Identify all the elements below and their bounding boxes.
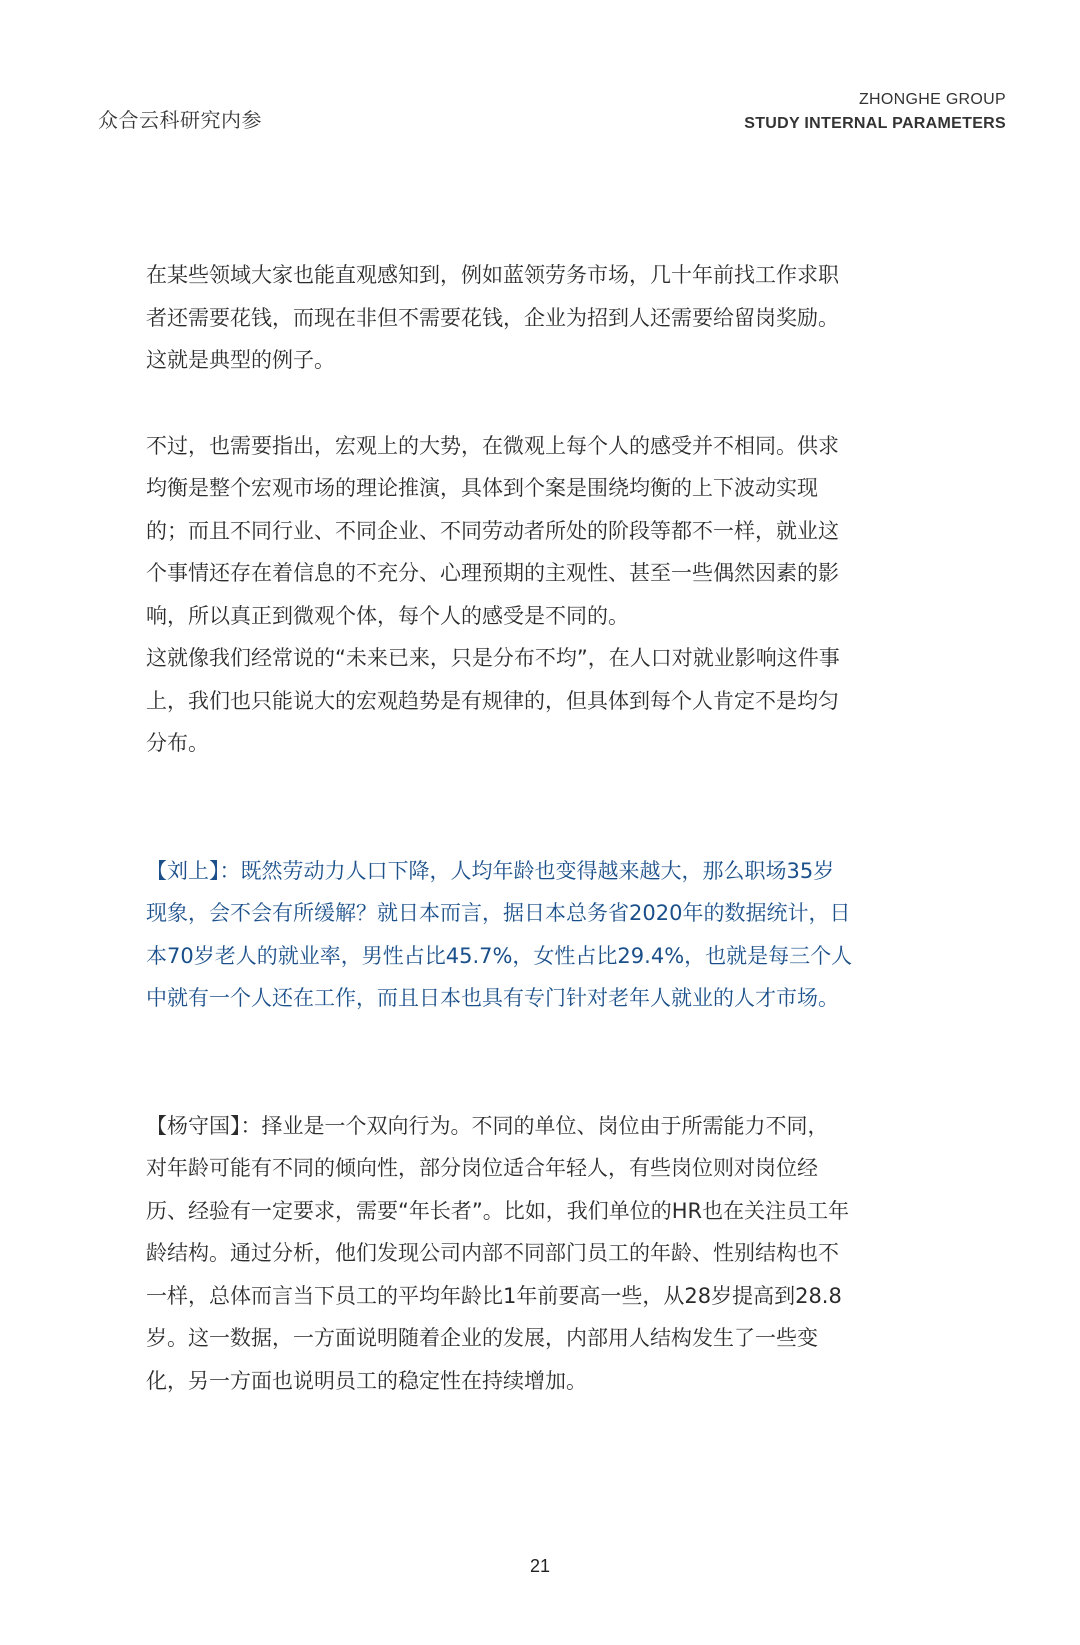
- paragraph-5-line-3: 历、经验有一定要求，需要“年长者”。比如，我们单位的HR也在关注员工年: [146, 1198, 850, 1223]
- paragraph-spacer: [146, 1020, 946, 1105]
- paragraph-3: [146, 637, 946, 765]
- paragraph-liu-shang: [146, 850, 946, 1020]
- paragraph-4-line-2: 现象，会不会有所缓解？就日本而言，据日本总务省2020年的数据统计，日: [146, 901, 851, 925]
- paragraph-3-line-1: 这就像我们经常说的“未来已来，只是分布不均”，在人口对就业影响这件事: [146, 646, 840, 670]
- paragraph-5-line-2: 对年龄可能有不同的倾向性，部分岗位适合年轻人，有些岗位则对岗位经: [146, 1156, 818, 1180]
- paragraph-5-line-5: 一样，总体而言当下员工的平均年龄比1年前要高一些，从28岁提高到28.8: [146, 1283, 842, 1308]
- group-subtitle: STUDY INTERNAL PARAMETERS: [744, 115, 1006, 132]
- page-number: 21: [529, 1556, 551, 1576]
- paragraph-2-line-1: 不过，也需要指出，宏观上的大势，在微观上每个人的感受并不相同。供求: [146, 433, 839, 458]
- paragraph-2: [146, 425, 946, 638]
- group-header: [744, 88, 1006, 136]
- article-body: [146, 254, 946, 1402]
- paragraph-2-line-4: 个事情还存在着信息的不充分、心理预期的主观性、甚至一些偶然因素的影: [146, 561, 839, 585]
- paragraph-4-line-3: 本70岁老人的就业率，男性占比45.7%，女性占比29.4%，也就是每三个人: [146, 943, 853, 968]
- paragraph-3-line-2: 上，我们也只能说大的宏观趋势是有规律的，但具体到每个人肯定不是均匀: [146, 688, 839, 713]
- paragraph-1-line-3: 这就是典型的例子。: [146, 348, 335, 372]
- paragraph-3-line-3: 分布。: [146, 731, 209, 755]
- paragraph-yang-shouguo: [146, 1105, 946, 1403]
- paragraph-4-line-4: 中就有一个人还在工作，而且日本也具有专门针对老年人就业的人才市场。: [146, 986, 839, 1010]
- paragraph-spacer: [146, 382, 946, 425]
- paragraph-1-line-1: 在某些领域大家也能直观感知到，例如蓝领劳务市场，几十年前找工作求职: [146, 263, 839, 287]
- paragraph-2-line-2: 均衡是整个宏观市场的理论推演，具体到个案是围绕均衡的上下波动实现: [146, 476, 818, 500]
- paragraph-5-line-1: 【杨守国】：择业是一个双向行为。不同的单位、岗位由于所需能力不同，: [146, 1113, 829, 1138]
- paragraph-2-line-3: 的；而且不同行业、不同企业、不同劳动者所处的阶段等都不一样，就业这: [146, 518, 839, 543]
- paragraph-5-line-7: 化，另一方面也说明员工的稳定性在持续增加。: [146, 1368, 587, 1393]
- publication-title: 众合云科研究内参: [98, 108, 262, 132]
- paragraph-5-line-4: 龄结构。通过分析，他们发现公司内部不同部门员工的年龄、性别结构也不: [146, 1241, 839, 1265]
- paragraph-5-line-6: 岁。这一数据，一方面说明随着企业的发展，内部用人结构发生了一些变: [146, 1326, 818, 1350]
- paragraph-4-line-1: 【刘上】：既然劳动力人口下降，人均年龄也变得越来越大，那么职场35岁: [146, 858, 835, 883]
- paragraph-1: [146, 254, 946, 382]
- paragraph-spacer: [146, 765, 946, 850]
- group-name: ZHONGHE GROUP: [858, 91, 1006, 108]
- paragraph-1-line-2: 者还需要花钱，而现在非但不需要花钱，企业为招到人还需要给留岗奖励。: [146, 305, 839, 330]
- paragraph-2-line-5: 响，所以真正到微观个体，每个人的感受是不同的。: [146, 603, 629, 628]
